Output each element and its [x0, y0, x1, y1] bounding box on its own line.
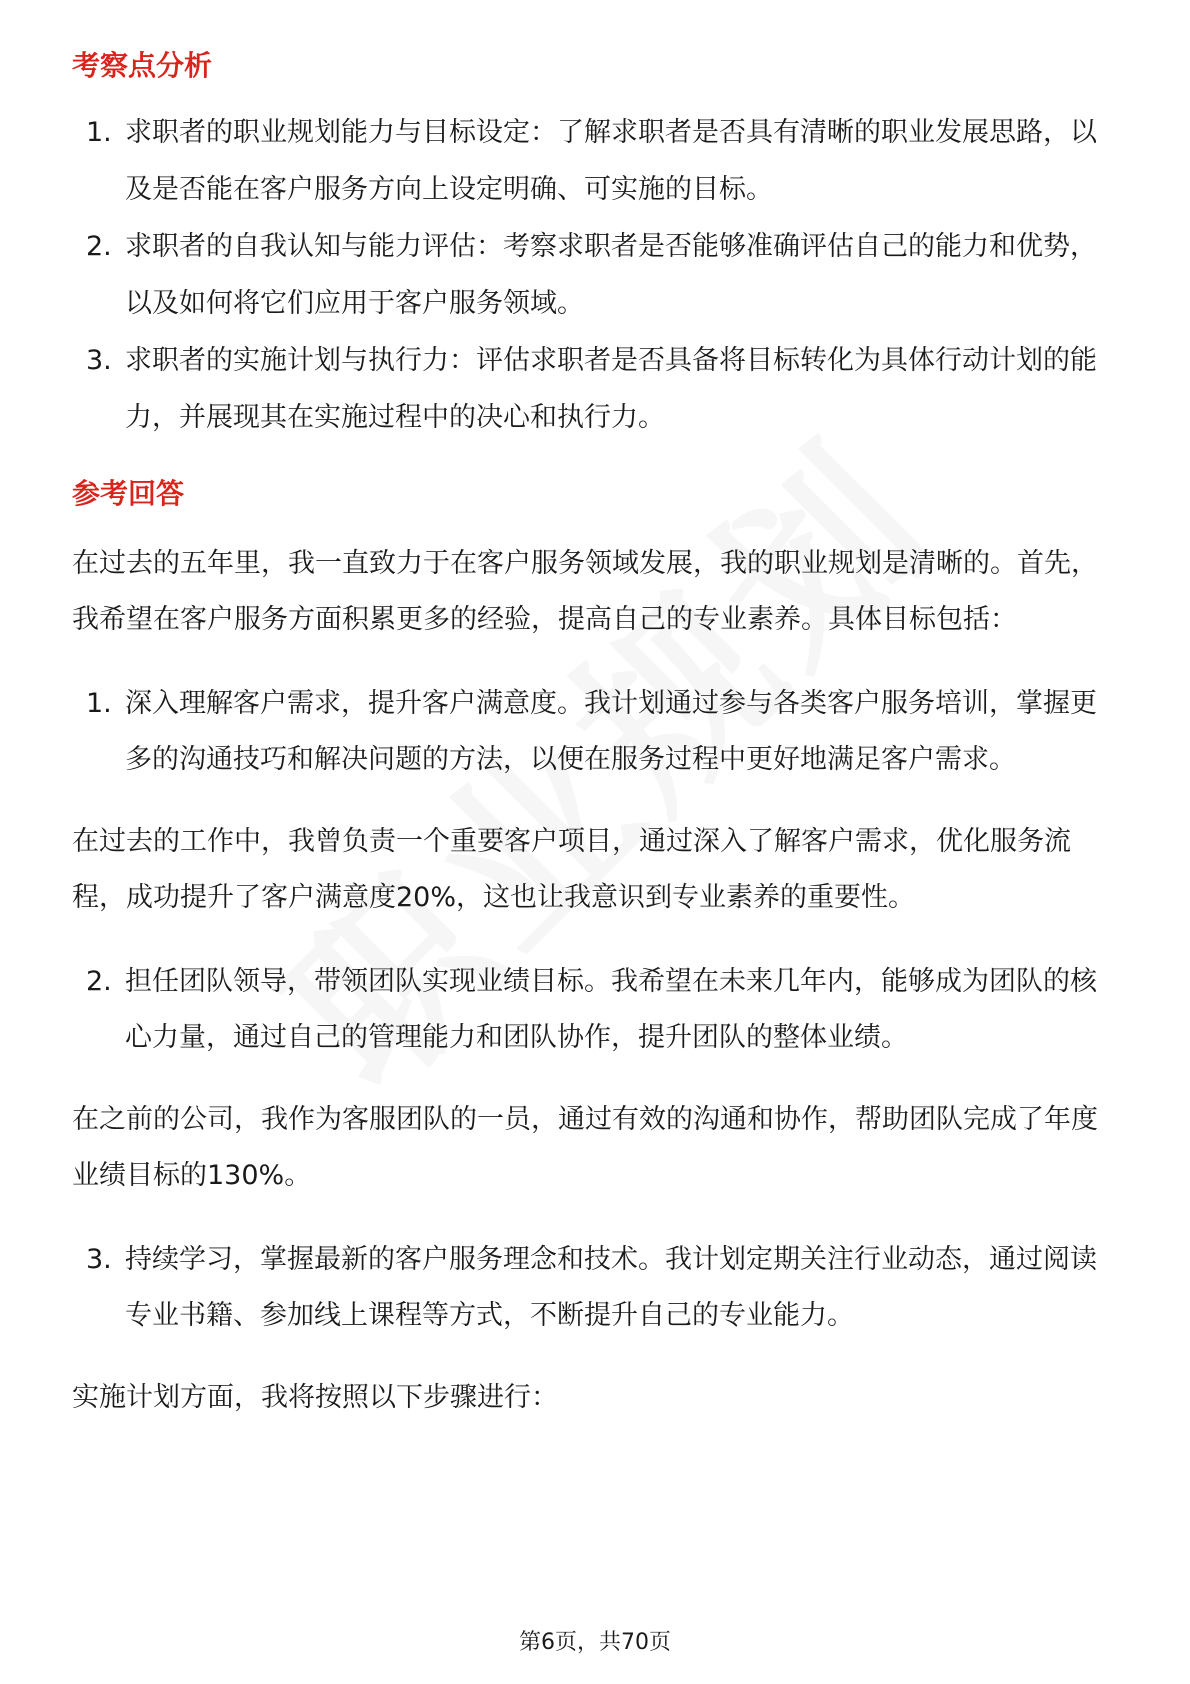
example-paragraph-1: 在过去的工作中，我曾负责一个重要客户项目，通过深入了解客户需求，优化服务流程，成功提升了客户满意度20%，这也让我意识到专业素养的重要性。	[72, 826, 1071, 913]
goal-text: 持续学习，掌握最新的客户服务理念和技术。我计划定期关注行业动态，通过阅读专业书籍、参加线上课程等方式，不断提升自己的专业能力。	[125, 1244, 1097, 1331]
goal-text: 担任团队领导，带领团队实现业绩目标。我希望在未来几年内，能够成为团队的核心力量，通过自己的管理能力和团队协作，提升团队的整体业绩。	[125, 966, 1097, 1053]
list-item-text: 求职者的职业规划能力与目标设定：了解求职者是否具有清晰的职业发展思路，以及是否能在客户服务方向上设定明确、可实施的目标。	[125, 117, 1097, 205]
list-number: 3.	[86, 1244, 112, 1275]
list-number: 1.	[86, 117, 112, 148]
page-number-footer: 第6页，共70页	[519, 1630, 671, 1655]
goal-item-2	[72, 954, 1118, 1066]
list-number: 3.	[86, 345, 112, 376]
goal-text: 深入理解客户需求，提升客户满意度。我计划通过参与各类客户服务培训，掌握更多的沟通技巧和解决问题的方法，以便在服务过程中更好地满足客户需求。	[125, 688, 1097, 775]
example-paragraph-2: 在之前的公司，我作为客服团队的一员，通过有效的沟通和协作，帮助团队完成了年度业绩目标的130%。	[72, 1104, 1098, 1191]
list-item	[72, 332, 1118, 446]
goal-item-1	[72, 676, 1118, 788]
goal-item-3	[72, 1232, 1118, 1344]
closing-paragraph: 实施计划方面，我将按照以下步骤进行：	[72, 1382, 558, 1413]
section-title-answer: 参考回答	[72, 477, 185, 510]
list-item-text: 求职者的自我认知与能力评估：考察求职者是否能够准确评估自己的能力和优势，以及如何将它们应用于客户服务领域。	[125, 231, 1097, 319]
list-item	[72, 218, 1118, 332]
list-item-text: 求职者的实施计划与执行力：评估求职者是否具备将目标转化为具体行动计划的能力，并展现其在实施过程中的决心和执行力。	[125, 345, 1097, 433]
intro-paragraph: 在过去的五年里，我一直致力于在客户服务领域发展，我的职业规划是清晰的。首先，我希望在客户服务方面积累更多的经验，提高自己的专业素养。具体目标包括：	[72, 548, 1098, 635]
analysis-list	[72, 104, 1118, 446]
list-number: 2.	[86, 966, 112, 997]
list-item	[72, 104, 1118, 218]
list-number: 1.	[86, 688, 112, 719]
page-content	[72, 46, 1118, 1426]
section-title-analysis: 考察点分析	[72, 49, 213, 82]
list-number: 2.	[86, 231, 112, 262]
